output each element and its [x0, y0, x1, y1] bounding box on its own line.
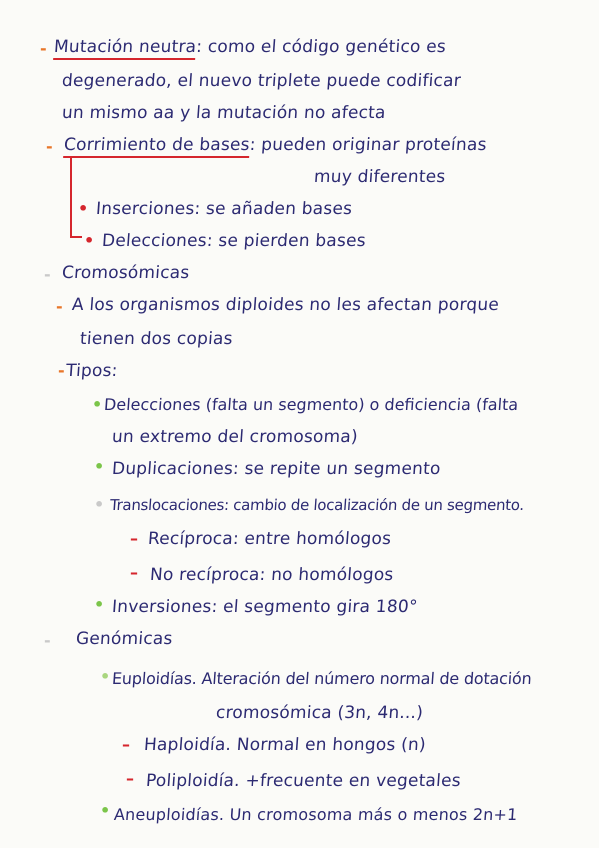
note-line: Translocaciones: cambio de localización de un segmento. — [109, 496, 525, 514]
bullet-dash: - — [44, 631, 51, 650]
note-line: Delecciones (falta un segmento) o deficiencia (falta — [103, 395, 519, 414]
bullet-dash: - — [56, 297, 63, 316]
bullet-dot: • — [78, 199, 89, 218]
section-heading: Genómicas — [75, 629, 174, 649]
note-line: Haploidía. Normal en hongos (n) — [143, 735, 427, 755]
note-line: Inserciones: se añaden bases — [95, 199, 353, 219]
note-line: Duplicaciones: se repite un segmento — [111, 459, 442, 479]
bullet-dash: - — [44, 265, 51, 284]
bullet-dot: • — [94, 495, 105, 514]
note-text: : como el código genético es — [195, 37, 447, 57]
note-line: Euploidías. Alteración del número normal de dotación — [111, 669, 533, 688]
bullet-dot: • — [94, 595, 105, 614]
bullet-dash: – — [130, 563, 138, 582]
bullet-dot: • — [94, 457, 105, 476]
bullet-dot: • — [100, 667, 111, 686]
note-line: cromosómica (3n, 4n...) — [215, 703, 424, 723]
bullet-dash: – — [122, 735, 130, 754]
note-line — [53, 36, 446, 58]
note-line: Delecciones: se pierden bases — [101, 231, 367, 251]
note-line: No recíproca: no homólogos — [149, 565, 395, 585]
note-line: Recíproca: entre homólogos — [147, 529, 392, 549]
bullet-dash: – — [130, 529, 138, 548]
bullet-dash: - — [40, 39, 47, 58]
bullet-dot: • — [92, 395, 103, 414]
bullet-dash: - — [58, 361, 65, 380]
term-corrimiento-bases: Corrimiento de bases — [63, 135, 250, 158]
section-heading: Cromosómicas — [61, 263, 191, 283]
note-line: Tipos: — [65, 361, 119, 381]
note-line: A los organismos diploides no les afectan porque — [71, 295, 500, 315]
bullet-dash: - — [46, 137, 53, 156]
bullet-dot: • — [100, 801, 111, 820]
note-line — [63, 134, 487, 156]
connector-line — [70, 156, 78, 158]
note-line: un extremo del cromosoma) — [111, 427, 359, 447]
note-line: degenerado, el nuevo triplete puede codificar — [61, 71, 462, 91]
term-mutacion-neutra: Mutación neutra — [53, 37, 197, 60]
note-line: tienen dos copias — [79, 329, 234, 349]
connector-line — [70, 156, 72, 236]
note-text: : pueden originar proteínas — [249, 135, 488, 155]
bullet-dash: – — [126, 769, 134, 788]
note-line: Inversiones: el segmento gira 180° — [111, 597, 419, 617]
connector-line — [70, 236, 82, 238]
note-line: Aneuploidías. Un cromosoma más o menos 2n+1 — [113, 805, 519, 824]
note-line: un mismo aa y la mutación no afecta — [61, 103, 387, 123]
note-line: muy diferentes — [313, 167, 447, 187]
note-line: Poliploidía. +frecuente en vegetales — [145, 771, 462, 791]
bullet-dot: • — [84, 231, 95, 250]
